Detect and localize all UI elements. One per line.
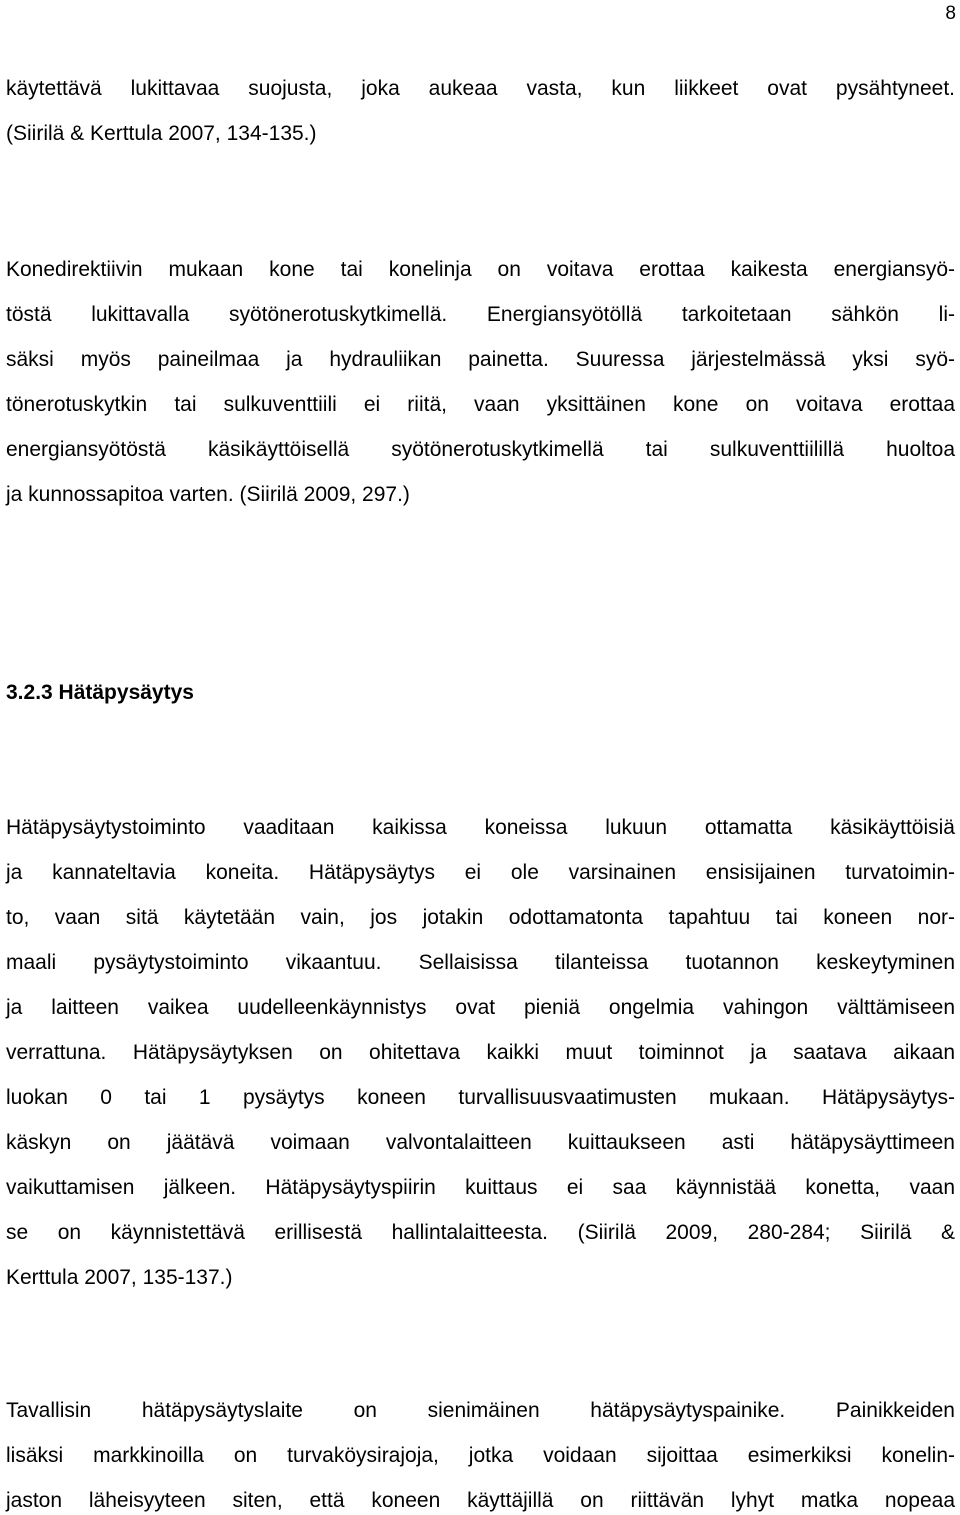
text-line: energiansyötöstä käsikäyttöisellä syötönerotuskytkimellä tai sulkuventtiilillä huoltoa — [6, 438, 955, 461]
text-line: (Siirilä & Kerttula 2007, 134-135.) — [6, 122, 317, 145]
text-line: se on käynnistettävä erillisestä hallintalaitteesta. (Siirilä 2009, 280-284; Siirilä & — [6, 1221, 955, 1244]
page-number: 8 — [945, 3, 956, 24]
text-line: lisäksi markkinoilla on turvaköysirajoja, jotka voidaan sijoittaa esimerkiksi konelin- — [6, 1444, 955, 1467]
text-line: käskyn on jäätävä voimaan valvontalaitteen kuittaukseen asti hätäpysäyttimeen — [6, 1131, 955, 1154]
text-line: ja laitteen vaikea uudelleenkäynnistys ovat pieniä ongelmia vahingon välttämiseen — [6, 996, 955, 1019]
text-line: vaikuttamisen jälkeen. Hätäpysäytyspiirin kuittaus ei saa käynnistää konetta, vaan — [6, 1176, 955, 1199]
text-line: töstä lukittavalla syötönerotuskytkimellä. Energiansyötöllä tarkoitetaan sähkön li- — [6, 303, 955, 326]
text-line: Tavallisin hätäpysäytyslaite on sienimäinen hätäpysäytyspainike. Painikkeiden — [6, 1399, 955, 1422]
text-line: ja kannateltavia koneita. Hätäpysäytys ei ole varsinainen ensisijainen turvatoimin- — [6, 861, 955, 884]
text-line: to, vaan sitä käytetään vain, jos jotakin odottamatonta tapahtuu tai koneen nor- — [6, 906, 955, 929]
text-line: käytettävä lukittavaa suojusta, joka aukeaa vasta, kun liikkeet ovat pysähtyneet. — [6, 77, 955, 100]
text-line: säksi myös paineilmaa ja hydrauliikan painetta. Suuressa järjestelmässä yksi syö- — [6, 348, 955, 371]
section-heading: 3.2.3 Hätäpysäytys — [6, 681, 194, 704]
text-line: tönerotuskytkin tai sulkuventtiili ei riitä, vaan yksittäinen kone on voitava erottaa — [6, 393, 955, 416]
text-line: Konedirektiivin mukaan kone tai konelinja on voitava erottaa kaikesta energiansyö- — [6, 258, 955, 281]
text-line: verrattuna. Hätäpysäytyksen on ohitettava kaikki muut toiminnot ja saatava aikaan — [6, 1041, 955, 1064]
text-line: Hätäpysäytystoiminto vaaditaan kaikissa koneissa lukuun ottamatta käsikäyttöisiä — [6, 816, 955, 839]
text-line: Kerttula 2007, 135-137.) — [6, 1266, 233, 1289]
text-line: maali pysäytystoiminto vikaantuu. Sellaisissa tilanteissa tuotannon keskeytyminen — [6, 951, 955, 974]
text-line: luokan 0 tai 1 pysäytys koneen turvallisuusvaatimusten mukaan. Hätäpysäytys- — [6, 1086, 955, 1109]
text-line: jaston läheisyyteen siten, että koneen käyttäjillä on riittävän lyhyt matka nopeaa — [6, 1489, 955, 1512]
text-line: ja kunnossapitoa varten. (Siirilä 2009, 297.) — [6, 483, 410, 506]
